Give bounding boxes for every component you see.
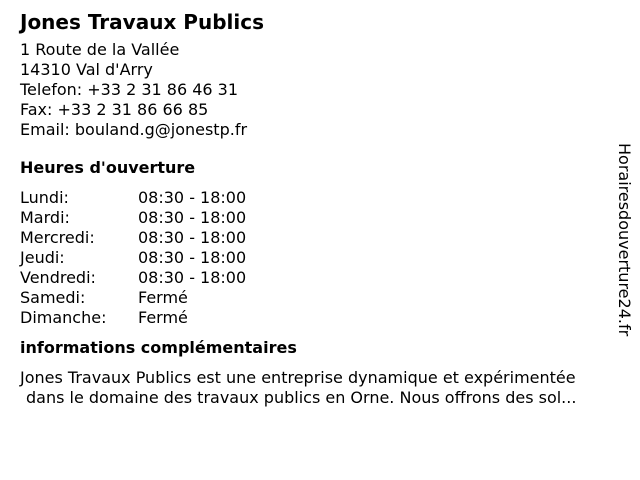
description-text (20, 368, 620, 408)
day-time: Fermé (138, 308, 188, 327)
city-postal: 14310 Val d'Arry (20, 60, 153, 79)
day-label: Mercredi: (20, 228, 95, 247)
hours-row-tuesday (20, 208, 620, 228)
hours-row-saturday (20, 288, 620, 308)
company-name: Jones Travaux Publics (20, 10, 264, 34)
additional-info-title: informations complémentaires (20, 338, 297, 357)
phone-line: Telefon: +33 2 31 86 46 31 (20, 80, 239, 99)
opening-hours-list (20, 188, 620, 328)
email-line: Email: bouland.g@jonestp.fr (20, 120, 248, 139)
day-time: 08:30 - 18:00 (138, 228, 247, 247)
fax-line: Fax: +33 2 31 86 66 85 (20, 100, 209, 119)
description-line: Jones Travaux Publics est une entreprise dynamique et expérimentée (20, 368, 576, 387)
hours-row-friday (20, 268, 620, 288)
street-address: 1 Route de la Vallée (20, 40, 180, 59)
day-time: 08:30 - 18:00 (138, 268, 247, 287)
hours-row-sunday (20, 308, 620, 328)
day-label: Samedi: (20, 288, 86, 307)
description-line: dans le domaine des travaux publics en Orne. Nous offrons des sol... (26, 388, 577, 407)
day-time: 08:30 - 18:00 (138, 248, 247, 267)
day-label: Dimanche: (20, 308, 107, 327)
hours-row-wednesday (20, 228, 620, 248)
hours-row-monday (20, 188, 620, 208)
business-card (20, 8, 620, 408)
site-brand-text: Horairesdouverture24.fr (615, 143, 634, 337)
day-label: Jeudi: (20, 248, 65, 267)
site-brand-watermark (612, 136, 636, 344)
opening-hours-title: Heures d'ouverture (20, 158, 196, 177)
day-label: Vendredi: (20, 268, 96, 287)
day-time: Fermé (138, 288, 188, 307)
day-label: Lundi: (20, 188, 69, 207)
day-time: 08:30 - 18:00 (138, 188, 247, 207)
hours-row-thursday (20, 248, 620, 268)
day-label: Mardi: (20, 208, 70, 227)
day-time: 08:30 - 18:00 (138, 208, 247, 227)
